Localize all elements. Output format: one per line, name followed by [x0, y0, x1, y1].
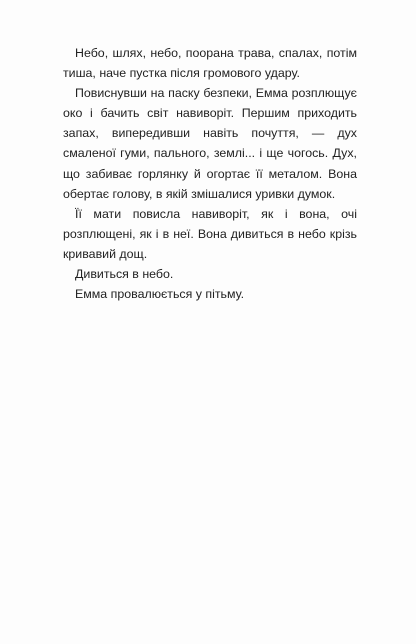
paragraph-5: Емма провалюється у пітьму.: [75, 287, 245, 302]
paragraph-1: Небо, шлях, небо, поорана трава, спалах, потім тиша, наче пустка після громового удару.: [63, 46, 357, 81]
body-text: [63, 43, 357, 304]
paragraph-4: Дивиться в небо.: [75, 267, 174, 282]
paragraph-3: Її мати повисла навиворіт, як і вона, очі розплющені, як і в неї. Вона дивиться в небо крізь кривавий дощ.: [63, 206, 357, 261]
paragraph-2: Повиснувши на паску безпеки, Емма розплющує око і бачить світ навиворіт. Першим приходить запах, випередивши навіть почуття, — дух смаленої гуми, пального, землі... і ще чогось. Дух, що забиває горлянку й огортає її металом. Вона обертає голову, в якій змішалися уривки думок.: [63, 86, 357, 201]
